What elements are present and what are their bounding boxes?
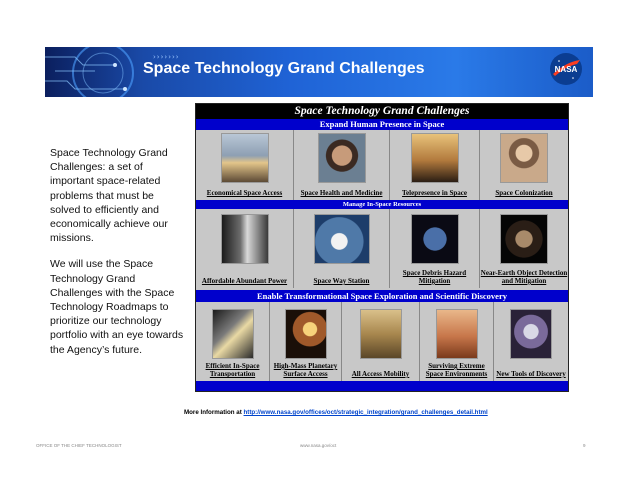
grid-bottom-band — [196, 381, 568, 391]
intro-text — [50, 146, 185, 369]
row-transformational-exploration — [196, 302, 568, 381]
rover-image — [361, 310, 401, 358]
more-info-label: More Information at — [184, 409, 242, 416]
grand-challenges-grid — [195, 103, 569, 392]
grid-title: Space Technology Grand Challenges — [196, 104, 568, 119]
row-in-space-resources — [196, 209, 568, 288]
title-banner — [45, 47, 593, 97]
cell-space-way-station — [294, 209, 390, 288]
label-abundant-power: Affordable Abundant Power — [201, 277, 288, 285]
asteroid-image — [501, 215, 547, 263]
entry-vehicle-image — [286, 310, 326, 358]
label-tools-of-discovery: New Tools of Discovery — [496, 370, 566, 378]
label-space-health: Space Health and Medicine — [300, 189, 383, 197]
cell-telepresence — [390, 130, 480, 200]
footer-page-number: 9 — [583, 443, 586, 448]
svg-text:NASA: NASA — [554, 65, 578, 74]
telescope-image — [511, 310, 551, 358]
label-telepresence: Telepresence in Space — [402, 189, 467, 197]
label-in-space-transportation: Efficient In-Space Transportation — [205, 362, 260, 378]
cell-abundant-power — [196, 209, 294, 288]
label-space-debris: Space Debris Hazard Mitigation — [402, 269, 467, 285]
cell-space-health — [294, 130, 390, 200]
mars-habitat-image — [437, 310, 477, 358]
label-space-way-station: Space Way Station — [313, 277, 370, 285]
label-economical-space-access: Economical Space Access — [206, 189, 283, 197]
more-information — [184, 409, 488, 416]
cell-extreme-environments — [420, 302, 494, 381]
launch-vehicle-image — [222, 134, 268, 182]
colonist-image — [501, 134, 547, 182]
way-station-image — [315, 215, 369, 263]
cell-tools-of-discovery — [494, 302, 568, 381]
more-info-link[interactable]: http://www.nasa.gov/offices/oct/strategic_integration/grand_challenges_detail.html — [243, 409, 488, 416]
slide-title: Space Technology Grand Challenges — [143, 60, 425, 77]
label-all-access-mobility: All Access Mobility — [351, 370, 410, 378]
footer-url: www.nasa.gov/oct — [300, 443, 337, 448]
nasa-logo — [549, 52, 583, 86]
label-space-colonization: Space Colonization — [495, 189, 553, 197]
cell-in-space-transportation — [196, 302, 270, 381]
cell-near-earth-object — [480, 209, 568, 288]
band-human-presence: Expand Human Presence in Space — [196, 119, 568, 130]
cell-all-access-mobility — [342, 302, 420, 381]
astronaut-portrait-image — [319, 134, 365, 182]
label-near-earth-object: Near-Earth Object Detection and Mitigation — [480, 269, 568, 285]
label-extreme-environments: Surviving Extreme Space Environments — [425, 362, 488, 378]
intro-paragraph-2: We will use the Space Technology Grand Challenges with the Space Technology Roadmaps to prioritize our technology portfolio with an eye towards the Agency’s future. — [50, 258, 184, 356]
arrow-decoration: ››››››› — [153, 53, 180, 61]
intro-paragraph-1: Space Technology Grand Challenges: a set of important space-related problems that must be solved to efficiently and economically achieve our missions. — [50, 147, 168, 245]
band-transformational-exploration: Enable Transformational Space Exploration and Scientific Discovery — [196, 290, 568, 302]
footer-office: OFFICE OF THE CHIEF TECHNOLOGIST — [36, 443, 122, 448]
cell-space-colonization — [480, 130, 568, 200]
cell-economical-space-access — [196, 130, 294, 200]
debris-globe-image — [412, 215, 458, 263]
row-human-presence — [196, 130, 568, 200]
band-in-space-resources: Manage In-Space Resources — [196, 200, 568, 209]
cell-space-debris — [390, 209, 480, 288]
telepresence-image — [412, 134, 458, 182]
cell-planetary-surface-access — [270, 302, 342, 381]
spacecraft-image — [213, 310, 253, 358]
power-system-image — [222, 215, 268, 263]
label-planetary-surface-access: High-Mass Planetary Surface Access — [273, 362, 338, 378]
